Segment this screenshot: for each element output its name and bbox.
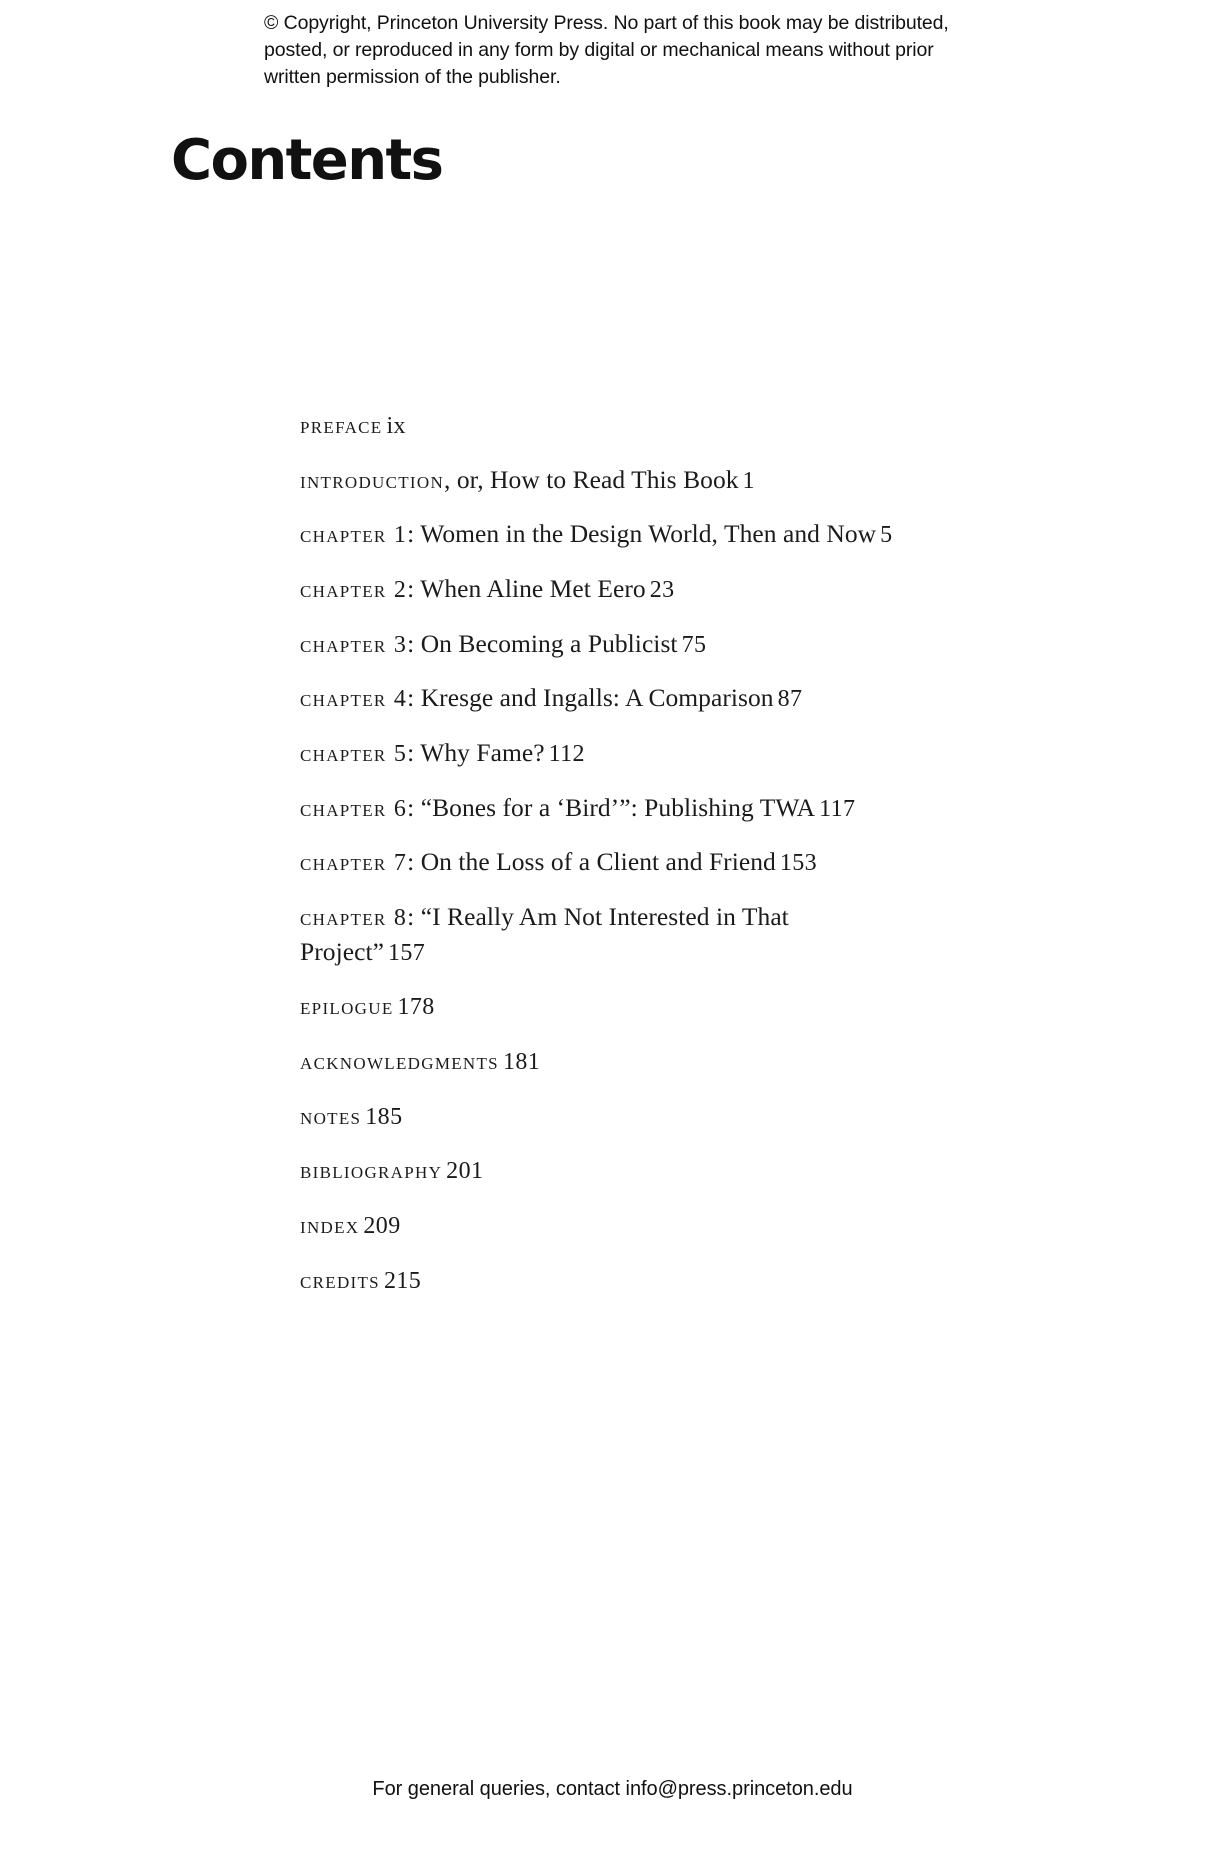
toc-entry-title: : On the Loss of a Client and Friend — [407, 847, 776, 877]
toc-entry-page: 178 — [397, 994, 435, 1021]
toc-entry-page: 87 — [777, 686, 803, 713]
toc-entry-page: 117 — [819, 795, 856, 822]
toc-entry-page: 185 — [365, 1103, 403, 1130]
page-title: Contents — [171, 128, 443, 193]
toc-entry[interactable] — [300, 989, 920, 1024]
toc-entry[interactable] — [300, 791, 920, 826]
toc-entry[interactable] — [300, 517, 920, 552]
toc-entry-title: , or, How to Read This Book — [444, 464, 739, 494]
toc-entry-title: : “I Really Am Not Interested in That Project” — [300, 902, 789, 966]
toc-entry[interactable] — [300, 572, 920, 607]
toc-entry-title: : Kresge and Ingalls: A Comparison — [407, 683, 774, 713]
toc-entry-label: chapter 8 — [300, 905, 408, 932]
toc-entry[interactable] — [300, 681, 920, 716]
toc-entry-title: : When Aline Met Eero — [407, 574, 646, 604]
toc-entry[interactable] — [300, 1263, 920, 1298]
toc-entry-title: : “Bones for a ‘Bird’”: Publishing TWA — [407, 792, 816, 822]
toc-entry-title: : On Becoming a Publicist — [407, 628, 678, 658]
toc-entry-label: acknowledgments — [300, 1049, 499, 1076]
toc-entry-title: : Women in the Design World, Then and Now — [407, 519, 877, 549]
toc-entry[interactable] — [300, 900, 920, 969]
toc-entry-label: introduction — [300, 467, 445, 494]
toc-entry-page: 215 — [383, 1267, 422, 1294]
copyright-notice: © Copyright, Princeton University Press. No part of this book may be distributed, posted, or reproduced in any form by digital or mechanical means without prior written permission of the publisher. — [264, 12, 949, 88]
toc-entry-label: chapter 3 — [300, 631, 408, 658]
toc-entry-page: 1 — [742, 467, 755, 494]
toc-entry-label: notes — [300, 1103, 362, 1130]
toc-entry-page: 209 — [363, 1213, 401, 1240]
toc-entry-page: 75 — [681, 631, 707, 658]
toc-entry[interactable] — [300, 463, 920, 498]
toc-entry-label: chapter 7 — [300, 850, 408, 877]
toc-entry-title: : Why Fame? — [407, 738, 545, 768]
toc-entry-page: 201 — [446, 1158, 484, 1185]
toc-entry-label: index — [300, 1213, 360, 1240]
toc-entry-page: 23 — [649, 577, 675, 604]
toc-entry[interactable] — [300, 1044, 920, 1079]
toc-entry-page: 153 — [779, 850, 818, 877]
toc-entry-label: chapter 6 — [300, 795, 408, 822]
toc-entry[interactable] — [300, 736, 920, 771]
table-of-contents — [300, 408, 920, 1317]
toc-entry-page: 157 — [387, 939, 426, 966]
toc-entry[interactable] — [300, 1099, 920, 1134]
toc-entry-label: credits — [300, 1267, 380, 1294]
toc-entry[interactable] — [300, 1153, 920, 1188]
toc-entry[interactable] — [300, 408, 920, 443]
toc-entry[interactable] — [300, 627, 920, 662]
toc-entry-page: 5 — [880, 522, 893, 549]
toc-entry-label: chapter 4 — [300, 686, 408, 713]
footer-note: For general queries, contact info@press.princeton.edu — [372, 1778, 853, 1800]
toc-entry-label: epilogue — [300, 994, 394, 1021]
toc-entry-page: 112 — [548, 741, 585, 768]
toc-entry-label: preface — [300, 413, 383, 439]
toc-entry-label: chapter 1 — [300, 522, 408, 549]
toc-entry-page: 181 — [502, 1049, 541, 1076]
toc-entry-label: chapter 2 — [300, 577, 408, 604]
toc-entry-label: bibliography — [300, 1158, 443, 1185]
toc-entry-label: chapter 5 — [300, 741, 408, 768]
toc-entry-page: ix — [386, 413, 406, 439]
toc-entry[interactable] — [300, 1208, 920, 1243]
toc-entry[interactable] — [300, 845, 920, 880]
